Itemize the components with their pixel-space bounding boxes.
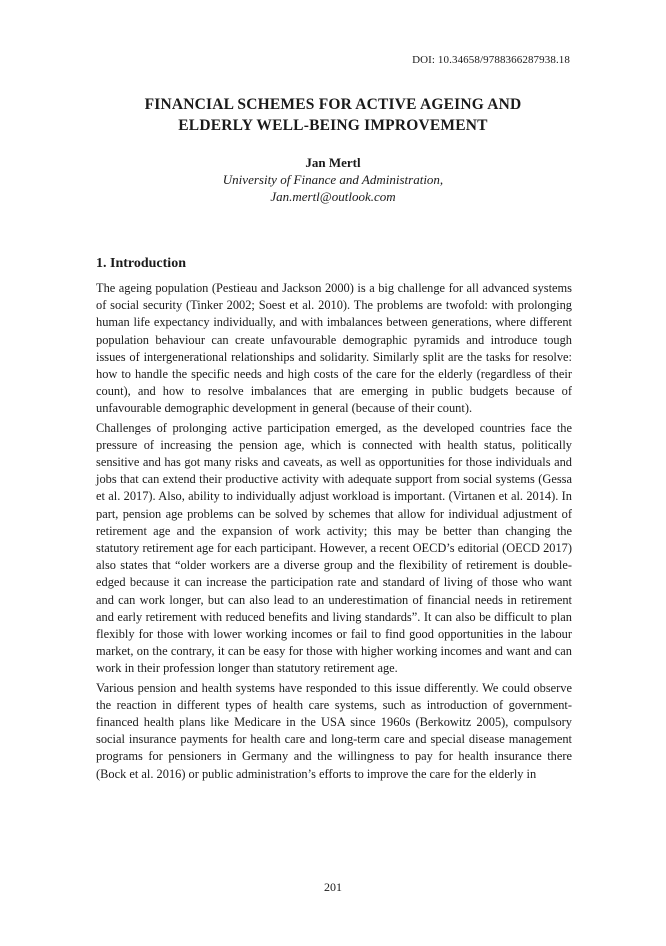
- section-heading: 1. Introduction: [96, 256, 186, 271]
- paragraph-2: Challenges of prolonging active participation emerged, as the developed countries face the pressure of increasing the pension age, which is connected with health status, politically sensitive and has got many risks and caveats, as well as opportunities for those individuals and jobs that can extend their productive activity with adequate support from social systems (Gessa et al. 2017). Also, ability to individually adjust workload is important. (Virtanen et al. 2014). In part, pension age problems can be solved by schemes that allow for individual adjustment of retirement age and the expansion of work activity; this may be better than changing the statutory retirement age for each participant. However, a recent OECD’s editorial (OECD 2017) also states that “older workers are a diverse group and the flexibility of retirement is double-edged because it can increase the participation rate and standard of living of those who want and can work longer, but can also lead to an underestimation of financial needs in retirement and early retirement with reduced benefits and living standards”. It can also be difficult to plan flexibly for those with lower working incomes or fail to find good opportunities in the labour market, on the contrary, it can be easy for those with higher working incomes and want and can work in their profession longer than statutory retirement age.: [96, 420, 572, 676]
- paper-title: [80, 94, 586, 136]
- author-block: [80, 154, 586, 205]
- paragraph-1: The ageing population (Pestieau and Jackson 2000) is a big challenge for all advanced systems of social security (Tinker 2002; Soest et al. 2010). The problems are twofold: with prolonging human life expectancy individually, and with imbalances between generations, where different population behaviour can create unfavourable demographic pyramids and introduce tough issues of intergenerational relationships and solidarity. Similarly split are the tasks for resolve: how to handle the specific needs and high costs of the care for the elderly (regardless of their count), and how to resolve imbalances that are emerging in public budgets because of unfavourable demographic development in general (because of their count).: [96, 281, 572, 416]
- title-line-1: FINANCIAL SCHEMES FOR ACTIVE AGEING AND: [144, 96, 522, 113]
- section-body: [96, 280, 572, 785]
- doi-label: DOI: 10.34658/9788366287938.18: [412, 54, 570, 66]
- page-number: 201: [324, 880, 342, 894]
- author-email: Jan.mertl@outlook.com: [270, 189, 396, 204]
- title-line-2: ELDERLY WELL-BEING IMPROVEMENT: [178, 117, 488, 134]
- paragraph-3: Various pension and health systems have responded to this issue differently. We could observe the reaction in different types of health care systems, such as introduction of government-financed health plans like Medicare in the USA since 1960s (Berkowitz 2005), compulsory social insurance payments for health care and long-term care and special disease management programs for pensioners in Germany and the willingness to pay for health insurance there (Bock et al. 2016) or public administration’s efforts to improve the care for the elderly in: [96, 680, 572, 781]
- author-name: Jan Mertl: [305, 155, 361, 170]
- author-affiliation: University of Finance and Administration,: [222, 172, 444, 187]
